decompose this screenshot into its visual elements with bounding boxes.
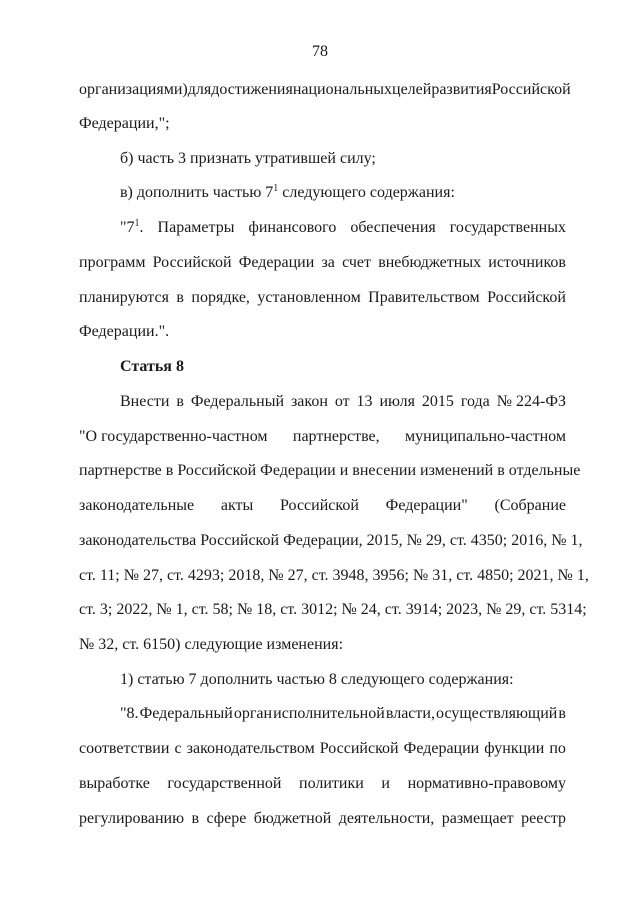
word: внебюджетных [378, 254, 482, 271]
word: государственных [449, 219, 566, 236]
word: Федерации" [385, 497, 468, 514]
word: порядке, [191, 289, 250, 306]
word: акты [220, 497, 254, 514]
word: Российской [280, 497, 359, 514]
text-line [120, 218, 566, 238]
word: счет [342, 254, 371, 271]
text-line: ст. 3; 2022, № 1, ст. 58; № 18, ст. 3012; № 24, ст. 3914; 2023, № 29, ст. 5314; [79, 601, 587, 618]
text-line: № 32, ст. 6150) следующие изменения: [79, 636, 344, 653]
word: целей [392, 81, 432, 98]
word: соответствии [79, 740, 170, 757]
word: в [191, 810, 200, 827]
word: для [187, 81, 212, 98]
word: деятельности, [338, 810, 435, 827]
word: от [334, 393, 350, 410]
word: достижения [211, 81, 293, 98]
word: законодательством [186, 740, 315, 757]
text-line: Федерации.". [79, 323, 170, 340]
word: осуществляющий [436, 705, 558, 722]
text-line: партнерстве в Российской Федерации и внесении изменений в отдельные [79, 462, 581, 479]
word: нормативно-правовому [407, 775, 566, 792]
word: муниципально-частном [405, 428, 566, 445]
page-number: 78 [312, 43, 328, 60]
word: "8. [120, 705, 139, 722]
word: Российской [491, 81, 571, 98]
word: власти, [385, 705, 435, 722]
word: законодательные [79, 497, 195, 514]
text-line: Федерации,"; [79, 115, 170, 132]
word: установленном [257, 289, 361, 306]
word: № 224-ФЗ [496, 393, 566, 410]
superscript: 1 [134, 218, 140, 229]
text-line [79, 809, 566, 829]
word: "О государственно-частном [79, 428, 268, 445]
word: выработке [79, 775, 150, 792]
text-line: законодательства Российской Федерации, 2015, № 29, ст. 4350; 2016, № 1, [79, 532, 583, 549]
word: обеспечения [350, 219, 436, 236]
word-part: . [139, 219, 144, 236]
text-line [79, 496, 566, 516]
word: закон [290, 393, 328, 410]
word: Федерации [403, 740, 480, 757]
text-line [79, 80, 571, 100]
word: Федеральный [139, 705, 233, 722]
text-line [79, 774, 566, 794]
text-line [120, 704, 566, 724]
word: Федерации [238, 254, 315, 271]
word: Внести [120, 393, 170, 410]
word-part: "7 [120, 219, 135, 236]
word: организациями) [79, 81, 188, 98]
word: Российской [152, 254, 232, 271]
word: Параметры [157, 219, 235, 236]
word: с [174, 740, 182, 757]
word: сфере [206, 810, 247, 827]
text-line [79, 427, 566, 447]
text-line: 1) статью 7 дополнить частью 8 следующего содержания: [120, 671, 514, 688]
word: Российской [319, 740, 399, 757]
word: реестр [521, 810, 566, 827]
word: функции [484, 740, 545, 757]
word: развития [431, 81, 492, 98]
word: в [176, 289, 184, 306]
word: национальных [292, 81, 393, 98]
word: Федеральный [190, 393, 284, 410]
word: орган [233, 705, 273, 722]
word: партнерстве, [292, 428, 380, 445]
word: исполнительной [273, 705, 385, 722]
text-line [120, 183, 566, 203]
word: по [549, 740, 566, 757]
word: июля [379, 393, 415, 410]
article-heading: Статья 8 [120, 358, 184, 375]
text-fragment: в) дополнить частью 7 [120, 184, 274, 201]
word: года [460, 393, 490, 410]
superscript: 1 [273, 183, 279, 194]
word: политики [299, 775, 364, 792]
word [120, 218, 144, 238]
text-line [120, 392, 566, 412]
word: (Собрание [494, 497, 566, 514]
text-line [79, 288, 566, 308]
text-fragment: следующего содержания: [278, 184, 455, 201]
word: 2015 [421, 393, 454, 410]
word: регулированию [79, 810, 185, 827]
word: и [381, 775, 390, 792]
word: планируются [79, 289, 169, 306]
word: за [321, 254, 335, 271]
word: бюджетной [253, 810, 332, 827]
word: размещает [441, 810, 514, 827]
text-line: б) часть 3 признать утратившей силу; [120, 150, 376, 167]
word: источников [488, 254, 566, 271]
word: Российской [487, 289, 566, 306]
word: в [176, 393, 184, 410]
word: Правительством [368, 289, 480, 306]
text-line: ст. 11; № 27, ст. 4293; 2018, № 27, ст. 3948, 3956; № 31, ст. 4850; 2021, № 1, [79, 567, 589, 584]
word: финансового [248, 219, 337, 236]
text-line [79, 739, 566, 759]
text-line [79, 253, 566, 273]
word: 13 [356, 393, 373, 410]
word: в [558, 705, 566, 722]
word: программ [79, 254, 146, 271]
word: государственной [167, 775, 282, 792]
